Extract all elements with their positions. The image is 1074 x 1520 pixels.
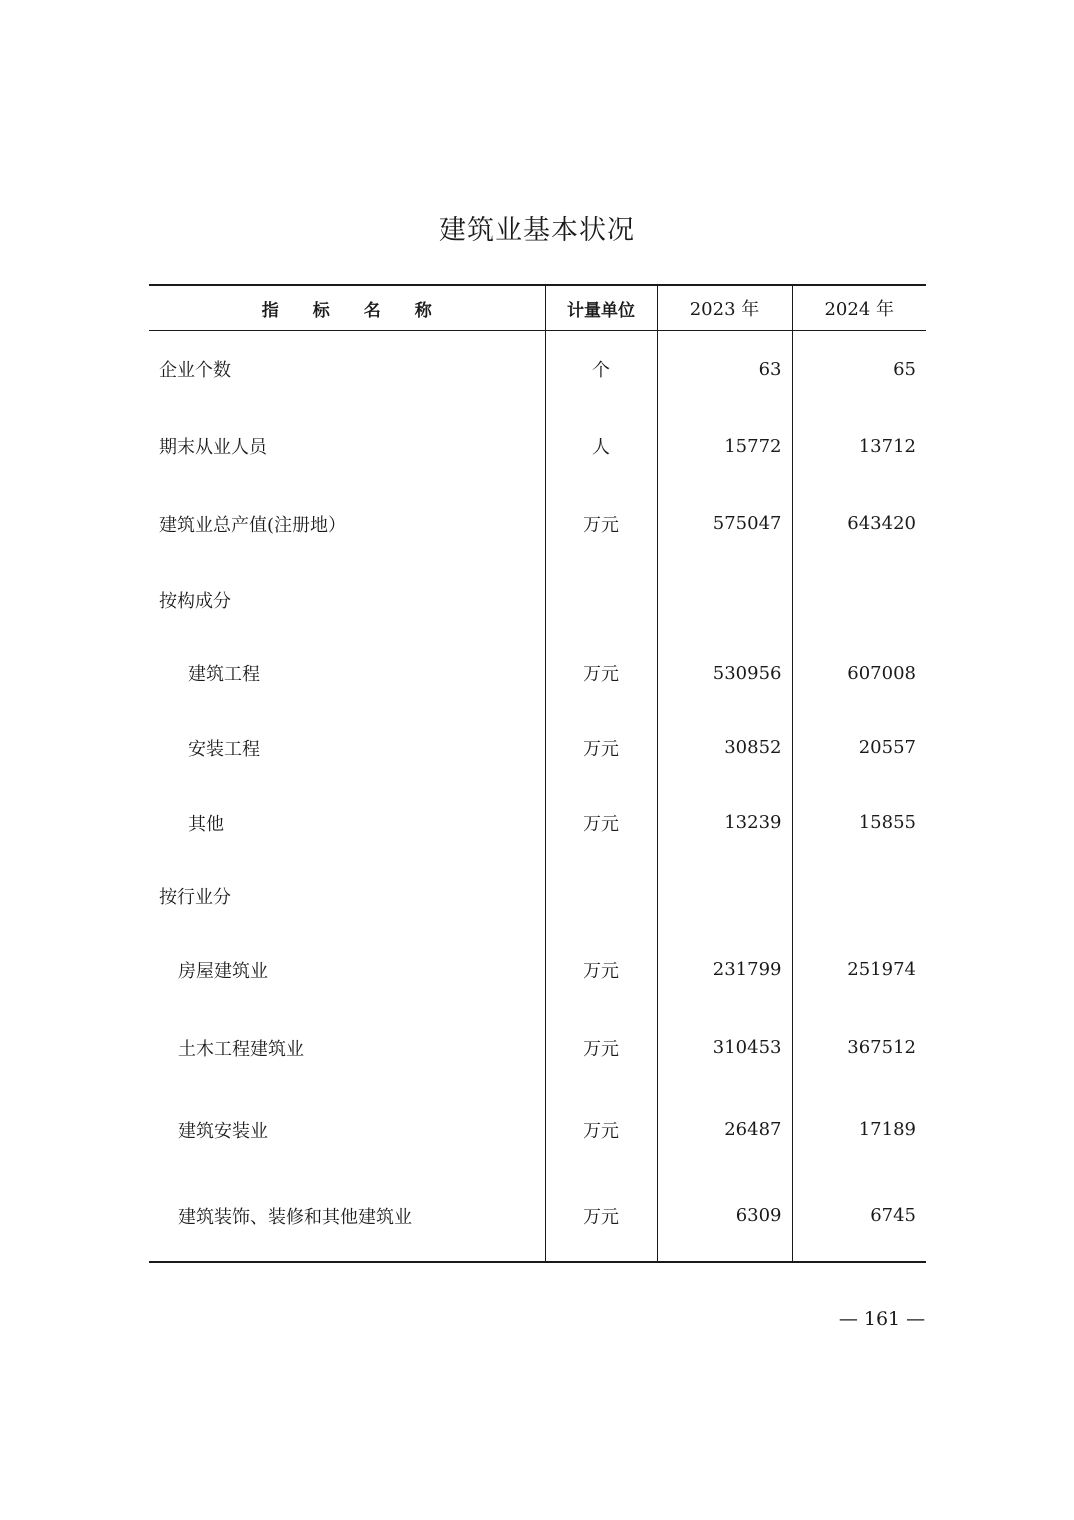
row-name: 土木工程建筑业 (178, 1038, 304, 1060)
row-value-2023: 310453 (657, 1007, 792, 1089)
table-header-row (149, 285, 926, 331)
table-row (149, 710, 926, 786)
row-unit (545, 860, 657, 933)
row-value-2024: 13712 (792, 408, 926, 485)
row-value-2024 (792, 860, 926, 933)
row-section-name: 按行业分 (159, 887, 231, 908)
row-name: 安装工程 (188, 738, 260, 760)
table-row (149, 1007, 926, 1089)
header-year-2023: 2023 年 (657, 285, 792, 331)
row-value-2024: 6745 (792, 1171, 926, 1262)
row-value-2023: 13239 (657, 786, 792, 860)
row-unit: 个 (545, 331, 657, 408)
row-value-2023: 30852 (657, 710, 792, 786)
row-value-2024: 251974 (792, 933, 926, 1007)
row-name: 其他 (188, 813, 224, 835)
row-value-2024: 367512 (792, 1007, 926, 1089)
row-value-2023: 231799 (657, 933, 792, 1007)
row-unit: 万元 (545, 786, 657, 860)
table-row (149, 485, 926, 563)
row-unit: 人 (545, 408, 657, 485)
row-value-2024: 65 (792, 331, 926, 408)
row-name: 期末从业人员 (159, 437, 267, 458)
row-value-2024: 643420 (792, 485, 926, 563)
row-name: 建筑业总产值(注册地） (159, 514, 347, 536)
table-row (149, 331, 926, 408)
table-row (149, 786, 926, 860)
table-row (149, 933, 926, 1007)
table-row-section (149, 860, 926, 933)
header-indicator-name: 指 标 名 称 (261, 300, 432, 321)
row-unit: 万元 (545, 485, 657, 563)
row-value-2024: 607008 (792, 637, 926, 710)
header-unit: 计量单位 (545, 285, 657, 331)
row-unit: 万元 (545, 637, 657, 710)
row-name: 企业个数 (159, 360, 231, 382)
row-name: 房屋建筑业 (178, 960, 268, 982)
row-value-2023: 6309 (657, 1171, 792, 1262)
row-value-2023: 530956 (657, 637, 792, 710)
construction-stats-table (149, 284, 926, 1263)
table-row (149, 1089, 926, 1171)
table-row (149, 408, 926, 485)
row-unit: 万元 (545, 933, 657, 1007)
row-name: 建筑工程 (188, 664, 260, 685)
row-value-2024: 17189 (792, 1089, 926, 1171)
row-section-name: 按构成分 (159, 590, 231, 612)
row-unit: 万元 (545, 1089, 657, 1171)
row-value-2023: 63 (657, 331, 792, 408)
row-value-2023: 15772 (657, 408, 792, 485)
row-value-2023 (657, 563, 792, 637)
table-row (149, 1171, 926, 1262)
row-unit: 万元 (545, 710, 657, 786)
row-value-2024: 20557 (792, 710, 926, 786)
row-value-2024: 15855 (792, 786, 926, 860)
row-value-2024 (792, 563, 926, 637)
row-unit: 万元 (545, 1007, 657, 1089)
row-value-2023: 575047 (657, 485, 792, 563)
row-name: 建筑安装业 (178, 1120, 268, 1142)
row-unit: 万元 (545, 1171, 657, 1262)
table-row (149, 637, 926, 710)
row-name: 建筑装饰、装修和其他建筑业 (178, 1206, 412, 1228)
page-title: 建筑业基本状况 (439, 215, 635, 246)
page-number: — 161 — (838, 1308, 926, 1330)
table-row-section (149, 563, 926, 637)
row-value-2023: 26487 (657, 1089, 792, 1171)
header-year-2024: 2024 年 (792, 285, 926, 331)
row-unit (545, 563, 657, 637)
row-value-2023 (657, 860, 792, 933)
